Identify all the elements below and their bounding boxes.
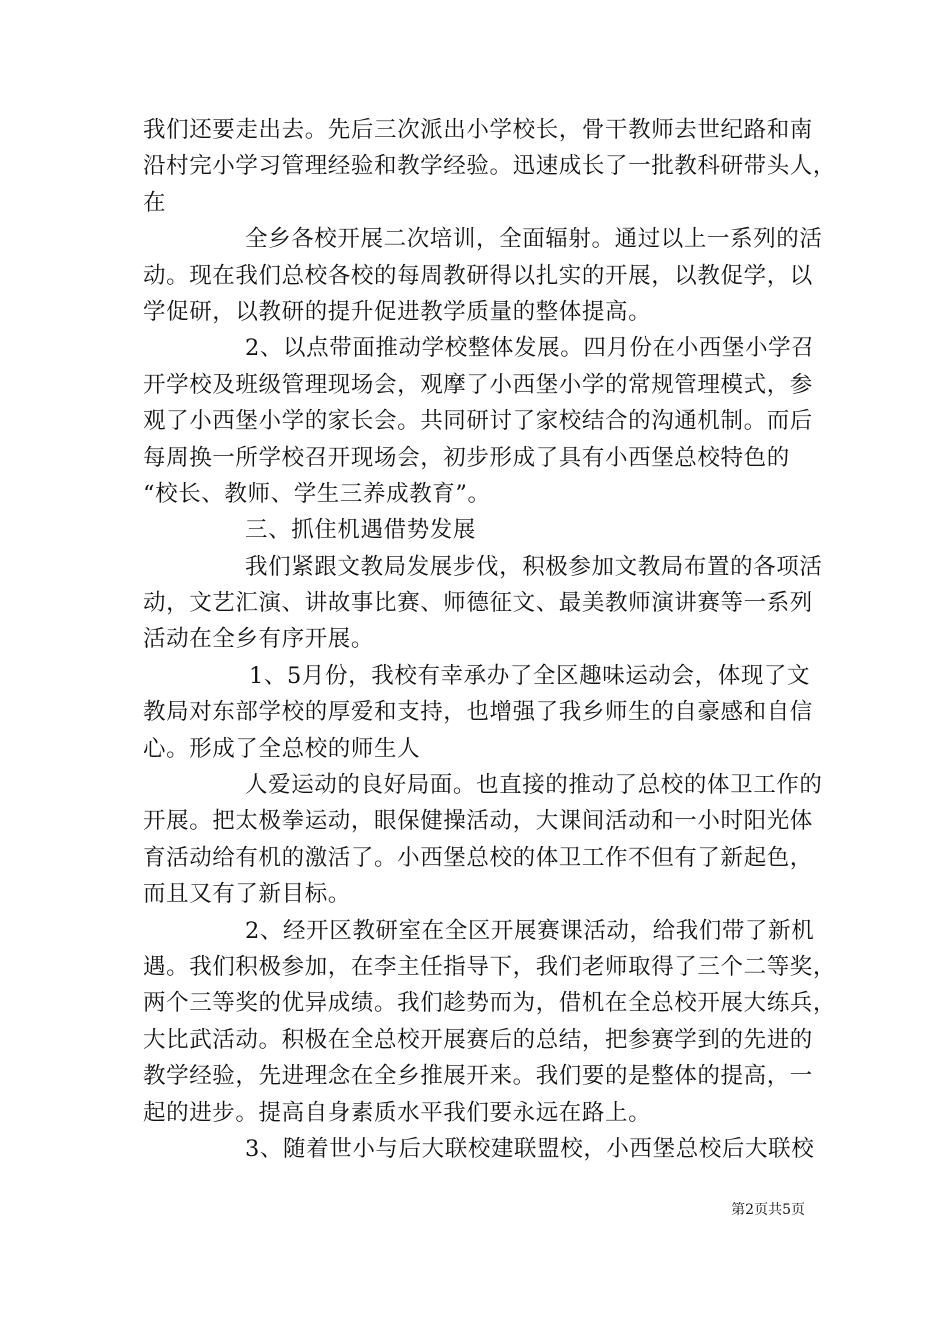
text-line: 育活动给有机的激活了。小西堡总校的体卫工作不但有了新起色， bbox=[143, 844, 813, 871]
text-line: 动。现在我们总校各校的每周教研得以扎实的开展，以教促学，以 bbox=[143, 262, 813, 289]
text-line: 我们紧跟文教局发展步伐，积极参加文教局布置的各项活 bbox=[245, 553, 823, 580]
text-line: 起的进步。提高自身素质水平我们要永远在路上。 bbox=[143, 1099, 652, 1126]
text-line: “校长、教师、学生三养成教育”。 bbox=[143, 480, 491, 507]
text-line: 在 bbox=[143, 189, 167, 216]
body-text bbox=[143, 112, 837, 1167]
text-line: 而且又有了新目标。 bbox=[143, 881, 351, 908]
text-line: 1、5月份，我校有幸承办了全区趣味运动会，体现了文 bbox=[249, 662, 811, 689]
text-line: 心。形成了全总校的师生人 bbox=[143, 735, 421, 762]
text-line: 我们还要走出去。先后三次派出小学校长，骨干教师去世纪路和南 bbox=[143, 117, 813, 143]
text-line: 大比武活动。积极在全总校开展赛后的总结，把参赛学到的先进的 bbox=[143, 1026, 813, 1053]
text-line: 2、以点带面推动学校整体发展。四月份在小西堡小学召 bbox=[245, 335, 815, 362]
text-line: 教学经验，先进理念在全乡推展开来。我们要的是整体的提高，一 bbox=[143, 1063, 813, 1090]
text-line: 动，文艺汇演、讲故事比赛、师德征文、最美教师演讲赛等一系列 bbox=[143, 590, 813, 617]
page-number: 第2页共5页 bbox=[731, 1202, 805, 1218]
text-line: 开学校及班级管理现场会，观摩了小西堡小学的常规管理模式，参 bbox=[143, 371, 813, 398]
text-line: 沿村完小学习管理经验和教学经验。迅速成长了一批教科研带头人， bbox=[143, 153, 837, 180]
text-line: 活动在全乡有序开展。 bbox=[143, 626, 375, 653]
section-heading: 三、抓住机遇借势发展 bbox=[245, 517, 477, 544]
text-line: 遇。我们积极参加，在李主任指导下，我们老师取得了三个二等奖， bbox=[143, 953, 837, 980]
text-line: 全乡各校开展二次培训，全面辐射。通过以上一系列的活 bbox=[245, 226, 823, 253]
text-line: 教局对东部学校的厚爱和支持，也增强了我乡师生的自豪感和自信 bbox=[143, 699, 813, 726]
text-line: 2、经开区教研室在全区开展赛课活动，给我们带了新机 bbox=[245, 917, 815, 944]
text-line: 开展。把太极拳运动，眼保健操活动，大课间活动和一小时阳光体 bbox=[143, 808, 813, 835]
text-line: 人爱运动的良好局面。也直接的推动了总校的体卫工作的 bbox=[245, 772, 823, 799]
text-line: 3、随着世小与后大联校建联盟校，小西堡总校后大联校 bbox=[245, 1135, 815, 1162]
text-line: 两个三等奖的优异成绩。我们趁势而为，借机在全总校开展大练兵， bbox=[143, 990, 837, 1017]
text-line: 每周换一所学校召开现场会，初步形成了具有小西堡总校特色的 bbox=[143, 444, 790, 471]
text-line: 观了小西堡小学的家长会。共同研讨了家校结合的沟通机制。而后 bbox=[143, 408, 813, 435]
text-line: 学促研，以教研的提升促进教学质量的整体提高。 bbox=[143, 298, 652, 325]
